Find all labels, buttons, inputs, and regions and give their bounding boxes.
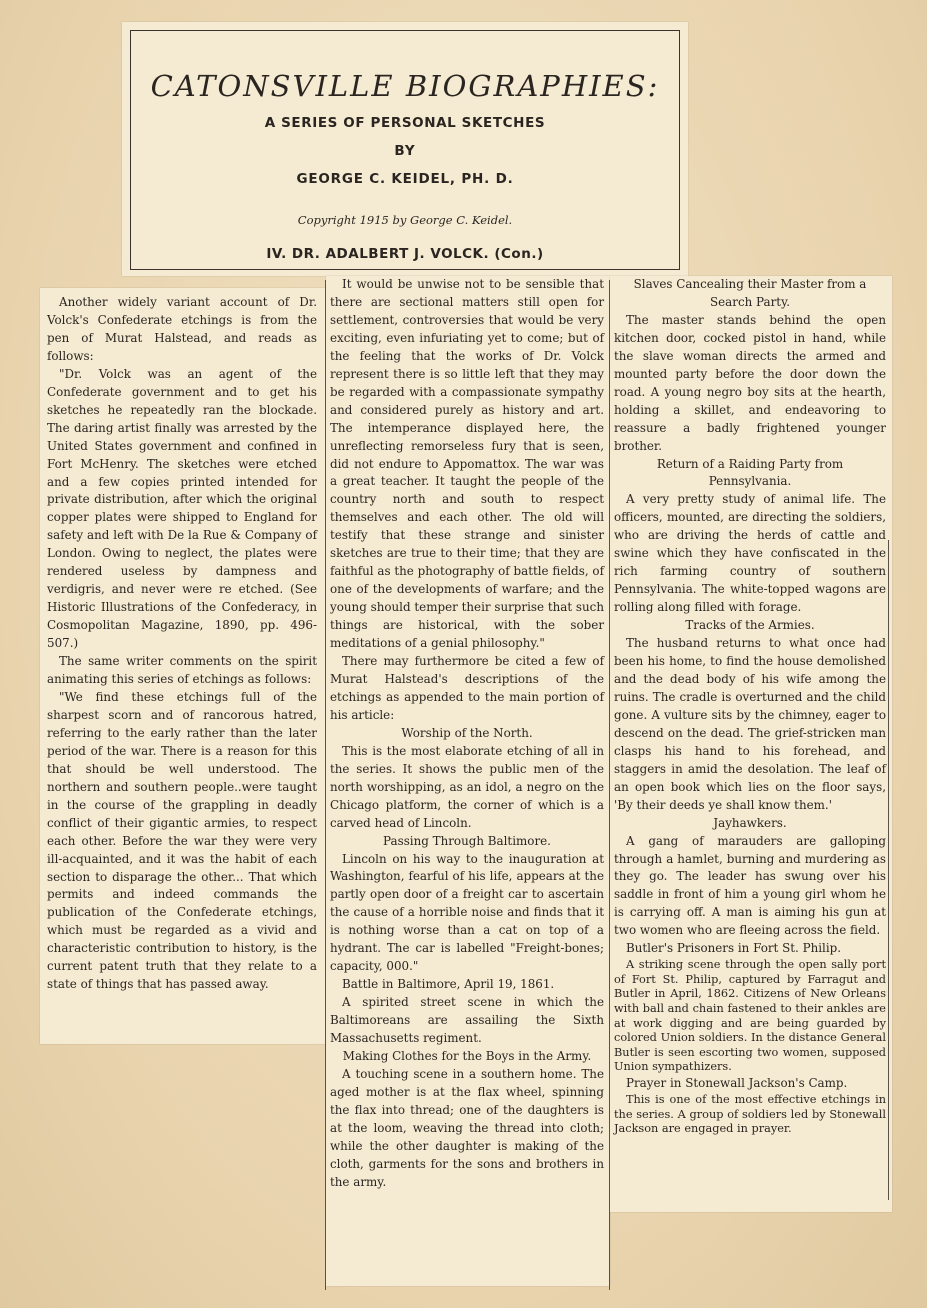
series-subtitle: A SERIES OF PERSONAL SKETCHES xyxy=(264,115,546,131)
subheading-col3-2: Return of a Raiding Party from Pennsylvania. xyxy=(656,456,844,489)
paragraph-col3-10: Prayer in Stonewall Jackson's Camp. xyxy=(626,1075,848,1090)
subheading-col2-8: Making Clothes for the Boys in the Army. xyxy=(342,1048,592,1063)
paragraph-col1-2: The same writer comments on the spirit animating this series of etchings as follows: xyxy=(47,654,317,687)
header-frame xyxy=(130,30,680,270)
paragraph-col2-1: There may furthermore be cited a few of Murat Halstead's descriptions of the etchings as appended to the main portion of his article: xyxy=(330,654,604,722)
paragraph-col2-9: A touching scene in a southern home. The aged mother is at the flax wheel, spinning the flax into thread; one of the daughters is at the loom, weaving the thread into cloth; while the other daughter is making of the cloth, garments for the sons and brothers in the army. xyxy=(330,1066,604,1189)
paragraph-col2-7: A spirited street scene in which the Baltimoreans are assailing the Sixth Massachusetts regiment. xyxy=(330,995,604,1046)
column-3-clipping xyxy=(610,276,892,1212)
column-divider-2 xyxy=(609,280,610,1290)
paragraph-col3-9: A striking scene through the open sally port of Fort St. Philip, captured by Farragut and Butler in April, 1862. Citizens of New Orleans with ball and chain fastened to their ankles are at work digging and are being guarded by colored Union soldiers. In the distance General Butler is seen escorting two women, supposed Union sympathizers. xyxy=(614,958,886,1074)
paragraph-col3-7: A gang of marauders are galloping through a hamlet, burning and murdering as they go. The leader has swung over his saddle in front of him a young girl whom he is carrying off. A man is aiming his gun at two women who are fleeing across the field. xyxy=(614,833,886,938)
column-1-text xyxy=(47,294,317,994)
column-2-text xyxy=(330,276,604,1192)
subheading-col3-0: Slaves Cancealing their Master from a Search Party. xyxy=(633,277,867,309)
paragraph-col3-1: The master stands behind the open kitchen door, cocked pistol in hand, while the slave woman directs the armed and mounted party before the door down the road. A young negro boy sits at the hearth, holding a skillet, and endeavoring to reassure a badly frightened younger brother. xyxy=(614,312,886,453)
paragraph-col1-0: Another widely variant account of Dr. Volck's Confederate etchings is from the pen of Murat Halstead, and reads as follows: xyxy=(47,295,317,363)
section-heading: IV. DR. ADALBERT J. VOLCK. (Con.) xyxy=(266,246,544,262)
column-1-clipping xyxy=(40,288,325,1044)
series-title: CATONSVILLE BIOGRAPHIES: xyxy=(150,69,660,103)
subheading-col3-4: Tracks of the Armies. xyxy=(685,618,815,633)
column-3-text xyxy=(614,276,886,1137)
column-divider-1 xyxy=(325,280,326,1290)
column-2-clipping xyxy=(326,276,610,1286)
copyright-line: Copyright 1915 by George C. Keidel. xyxy=(297,213,513,227)
paragraph-col2-0: It would be unwise not to be sensible that there are sectional matters still open for settlement, controversies that would be very exciting, even infuriating yet to come; but of the feeling that the works of Dr. Volck represent there is so little left that they may be regarded with a compassionate sympathy and considered purely as history and art. The intemperance displayed here, the unreflecting remorseless fury that is seen, did not endure to Appomattox. The war was a great teacher. It taught the people of the country north and south to respect themselves and each other. The old will testify that these strange and sinister sketches are true to their time; that they are faithful as the photography of battle fields, of one of the developments of warfare; and the young should temper their surprise that such things are historical, with the sober meditations of a genial philosophy." xyxy=(330,277,604,651)
paragraph-col2-5: Lincoln on his way to the inauguration at Washington, fearful of his life, appears at the partly open door of a freight car to ascertain the cause of a horrible noise and finds that it is nothing worse than a cat on top of a hydrant. The car is labelled "Freight-bones; capacity, 000." xyxy=(330,851,604,974)
column-divider-3 xyxy=(888,540,889,1200)
paragraph-col3-5: The husband returns to what once had been his home, to find the house demolished and the dead body of his wife among the ruins. The cradle is overturned and the child gone. A vulture sits by the chimney, eager to descend on the dead. The grief-stricken man clasps his hand to his forehead, and staggers in amid the desolation. The leaf of an open book which lies on the floor says, 'By their deeds ye shall know them.' xyxy=(614,636,886,812)
paragraph-col3-8: Butler's Prisoners in Fort St. Philip. xyxy=(626,941,842,956)
subheading-col2-2: Worship of the North. xyxy=(401,725,533,740)
author-name: GEORGE C. KEIDEL, PH. D. xyxy=(296,171,514,187)
paragraph-col3-11: This is one of the most effective etchings in the series. A group of soldiers led by Stonewall Jackson are engaged in prayer. xyxy=(614,1092,886,1136)
paragraph-col1-1: "Dr. Volck was an agent of the Confederate government and to get his sketches he repeatedly ran the blockade. The daring artist finally was arrested by the United States government and confined in Fort McHenry. The sketches were etched and a few copies printed intended for private distribution, after which the original copper plates were shipped to England for safety and left with De la Rue & Company of London. Owing to neglect, the plates were rendered useless by dampness and verdigris, and never were re etched. (See Historic Illustrations of the Confederacy, in Cosmopolitan Magazine, 1890, pp. 496-507.) xyxy=(47,366,317,651)
subheading-col2-4: Passing Through Baltimore. xyxy=(383,833,551,848)
byline-by: BY xyxy=(394,143,416,159)
subheading-col3-6: Jayhawkers. xyxy=(713,815,787,830)
header-clipping xyxy=(122,22,688,276)
paragraph-col2-6: Battle in Baltimore, April 19, 1861. xyxy=(342,977,555,992)
paragraph-col1-3: "We find these etchings full of the sharpest scorn and of rancorous hatred, referring to the early rather than the later period of the war. There is a reason for this that should be well understood. The northern and southern people..were taught in the course of the grappling in deadly conflict of their gigantic armies, to respect each other. Before the war they were very ill-acquainted, and it was the habit of each section to disparage the other... That which permits and indeed commands the publication of the Confederate etchings, which must be regarded as a vivid and characteristic contribution to history, is the current patent truth that they relate to a state of things that has passed away. xyxy=(47,689,317,992)
paragraph-col2-3: This is the most elaborate etching of all in the series. It shows the public men of the north worshipping, as an idol, a negro on the Chicago platform, the corner of which is a carved head of Lincoln. xyxy=(330,743,604,830)
paragraph-col3-3: A very pretty study of animal life. The officers, mounted, are directing the soldiers, who are driving the herds of cattle and swine which they have confiscated in the rich farming country of southern Pennsylvania. The white-topped wagons are rolling along filled with forage. xyxy=(614,492,886,615)
